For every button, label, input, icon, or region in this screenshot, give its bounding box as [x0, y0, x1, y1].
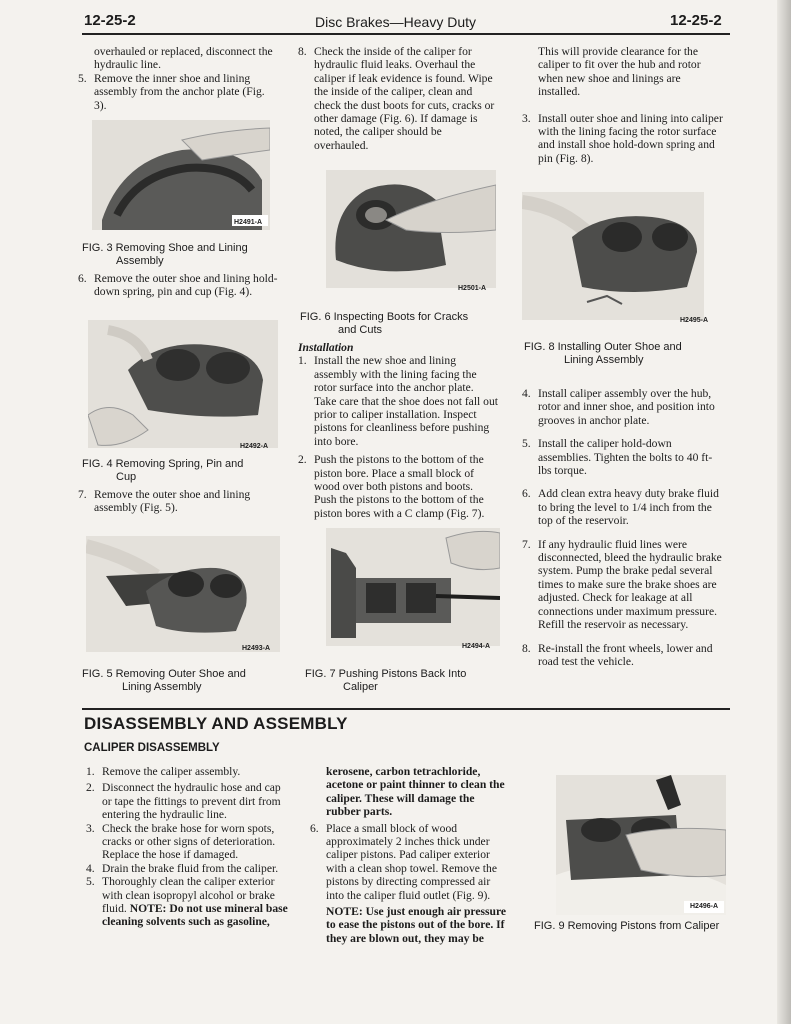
figure-7-image [326, 528, 500, 646]
step-number: 6. [78, 272, 87, 285]
outer-shoe-illustration [86, 536, 280, 652]
figure-9-image [556, 775, 726, 915]
column-2-installation [298, 341, 498, 520]
step-text: Install outer shoe and lining into caliper with the lining facing the rotor surface and install shoe hold-down spring and pin (Fig. 8). [538, 111, 723, 165]
disassembly-step-4 [86, 862, 288, 875]
figure-7-caption [305, 668, 505, 694]
step-text: Push the pistons to the bottom of the piston bore. Place a small block of wood over both pistons and boots. Push the pistons to the bottom of the piston bores with a C clamp (Fig. 7). [314, 453, 485, 520]
step-number: 3. [522, 111, 531, 125]
step-text: Install the caliper hold-down assemblies. Tighten the bolts to 40 ft-lbs torque. [538, 437, 713, 478]
figure-4-image [88, 320, 278, 448]
figure-7-id: H2494-A [462, 643, 491, 650]
page-number-left: 12-25-2 [84, 12, 136, 29]
step-text: Install caliper assembly over the hub, rotor and inner shoe, and position into grooves in anchor plate. [538, 387, 715, 427]
section-title: DISASSEMBLY AND ASSEMBLY [84, 714, 348, 733]
step-text: Drain the brake fluid from the caliper. [102, 861, 279, 875]
column-3-steps [522, 387, 724, 668]
caption-line: Assembly [116, 255, 164, 267]
column-1 [78, 45, 280, 112]
c-clamp-illustration [326, 528, 500, 646]
step-text: Remove the outer shoe and lining assembly (Fig. 5). [94, 488, 251, 515]
caption-line: FIG. 5 Removing Outer Shoe and [82, 668, 246, 680]
install-step-5 [522, 437, 724, 477]
step-number: 5. [78, 71, 87, 85]
disassembly-step-5 [86, 875, 288, 929]
install-step-4 [522, 387, 724, 427]
step-number: 1. [86, 765, 95, 778]
step-text: Remove the caliper assembly. [102, 765, 241, 778]
step-text: Remove the outer shoe and lining hold-down spring, pin and cup (Fig. 4). [94, 272, 278, 299]
step-text: Thoroughly clean the caliper exterior with clean isopropyl alcohol or brake fluid. [102, 875, 275, 916]
bottom-column-1 [86, 765, 288, 929]
section-rule [82, 708, 730, 710]
figure-5-image [86, 536, 280, 652]
install-step-6 [522, 487, 724, 527]
install-step-3 [522, 112, 724, 166]
step-number: 6. [522, 487, 531, 501]
disassembly-step-2 [86, 781, 288, 821]
figure-6-id: H2501-A [458, 285, 487, 292]
step-number: 7. [522, 537, 531, 551]
figure-3-id: H2491-A [234, 219, 263, 226]
disassembly-step-1 [86, 765, 288, 778]
figure-5-id: H2493-A [242, 645, 271, 652]
caption-line: Caliper [343, 681, 378, 693]
caption-line: FIG. 3 Removing Shoe and Lining [82, 242, 248, 254]
caption-line: and Cuts [338, 324, 383, 336]
caption-line: FIG. 4 Removing Spring, Pin and [82, 458, 244, 470]
disassembly-step-6 [310, 822, 510, 902]
caption-line: Lining Assembly [122, 681, 202, 693]
step-6 [78, 272, 280, 299]
step-text: Check the inside of the caliper for hydraulic fluid leaks. Overhaul the caliper if leak evidence is found. Wipe the inside of the caliper, clean and check the dust boots for cuts, cracks or other damage (Fig. 6). If damage is noted, the caliper should be overhauled. [314, 45, 495, 152]
step-number: 2. [86, 781, 95, 795]
step-number: 1. [298, 354, 307, 368]
install-step-7 [522, 538, 724, 632]
caption-line: FIG. 8 Installing Outer Shoe and [524, 341, 682, 353]
paragraph: overhauled or replaced, disconnect the hydraulic line. [94, 45, 273, 72]
step-5 [78, 72, 280, 112]
caliper-boot-illustration [326, 170, 496, 288]
step-8 [298, 45, 498, 152]
step-number: 5. [86, 875, 95, 889]
install-step-1 [298, 354, 498, 448]
figure-4-caption [82, 458, 282, 484]
step-text: Remove the inner shoe and lining assembly from the anchor plate (Fig. 3). [94, 71, 265, 112]
caption-line: FIG. 9 Removing Pistons from Caliper [534, 920, 720, 932]
figure-8-image [522, 192, 704, 320]
subsection-title: CALIPER DISASSEMBLY [84, 742, 220, 754]
installation-heading: Installation [298, 341, 354, 354]
disassembly-step-3 [86, 822, 288, 862]
figure-6-caption [300, 311, 500, 337]
caliper-illustration [88, 320, 278, 448]
step-text: Check the brake hose for worn spots, cracks or other signs of deterioration. Replace the hose if damaged. [102, 821, 276, 862]
step-text: Disconnect the hydraulic hose and cap or tape the fittings to prevent dirt from entering the hydraulic line. [102, 781, 281, 822]
figure-6-image [326, 170, 496, 288]
figure-8-id: H2495-A [680, 317, 709, 324]
step-number: 3. [86, 821, 95, 835]
brake-shoe-illustration [92, 120, 270, 230]
page-number-right: 12-25-2 [670, 12, 722, 29]
column-1-step-6 [78, 272, 280, 299]
note-text: NOTE: Do not use mineral base cleaning solvents such as gasoline, [102, 902, 288, 929]
install-step-8 [522, 642, 724, 669]
caption-line: FIG. 7 Pushing Pistons Back Into [305, 668, 467, 680]
step-text: Place a small block of wood approximately 2 inches thick under caliper pistons. Pad caliper exterior with a clean shop towel. Remove the pistons by directing compressed air into the caliper fluid outlet (Fig. 9). [326, 821, 497, 902]
caption-line: Cup [116, 471, 137, 483]
step-number: 4. [522, 387, 531, 400]
column-1-step-7 [78, 488, 280, 515]
step-number: 6. [310, 821, 319, 835]
step-number: 2. [298, 453, 307, 467]
paragraph: This will provide clearance for the caliper to fit over the hub and rotor when new shoe and linings are installed. [538, 45, 701, 99]
step-text: Add clean extra heavy duty brake fluid to bring the level to 1/4 inch from the top of the reservoir. [538, 487, 719, 528]
page-edge [777, 0, 791, 1024]
note-continuation: kerosene, carbon tetrachloride, acetone or paint thinner to clean the caliper. These will damage the rubber parts. [326, 765, 505, 819]
install-step-2 [298, 453, 498, 520]
figure-9-id: H2496-A [690, 903, 719, 910]
step-7 [78, 488, 280, 515]
step-number: 8. [298, 45, 307, 58]
figure-5-caption [82, 668, 282, 694]
column-2 [298, 45, 498, 152]
figure-3-caption [82, 242, 282, 268]
figure-9-caption [534, 920, 744, 933]
step-number: 5. [522, 437, 531, 451]
caption-line: FIG. 6 Inspecting Boots for Cracks [300, 311, 469, 323]
step-text: If any hydraulic fluid lines were disconnected, bleed the hydraulic brake system. Pump the brake pedal several times to make sure the brake shoes are adjusted. Check for leakage at all connections under maximum pressure. Refill the reservoir as necessary. [538, 537, 722, 632]
bottom-column-2 [310, 765, 510, 945]
page-title: Disc Brakes—Heavy Duty [314, 14, 477, 30]
figure-8-caption [524, 341, 724, 367]
header-rule [82, 33, 730, 35]
step-text: Install the new shoe and lining assembly with the lining facing the rotor surface into the anchor plate. Take care that the shoe does not fall out prior to caliper installation. Inspect pistons for cleanliness before pushing into bore. [314, 354, 498, 448]
outer-shoe-install-illustration [522, 192, 704, 320]
step-number: 7. [78, 488, 87, 501]
piston-removal-illustration [556, 775, 726, 915]
column-3 [522, 45, 724, 165]
caption-line: Lining Assembly [564, 354, 644, 366]
figure-3-image [92, 120, 270, 230]
note-text: NOTE: Use just enough air pressure to ease the pistons out of the bore. If they are blown out, they may be [326, 905, 507, 945]
figure-4-id: H2492-A [240, 443, 269, 450]
step-text: Re-install the front wheels, lower and road test the vehicle. [538, 641, 713, 668]
step-number: 8. [522, 641, 531, 655]
step-number: 4. [86, 861, 95, 875]
